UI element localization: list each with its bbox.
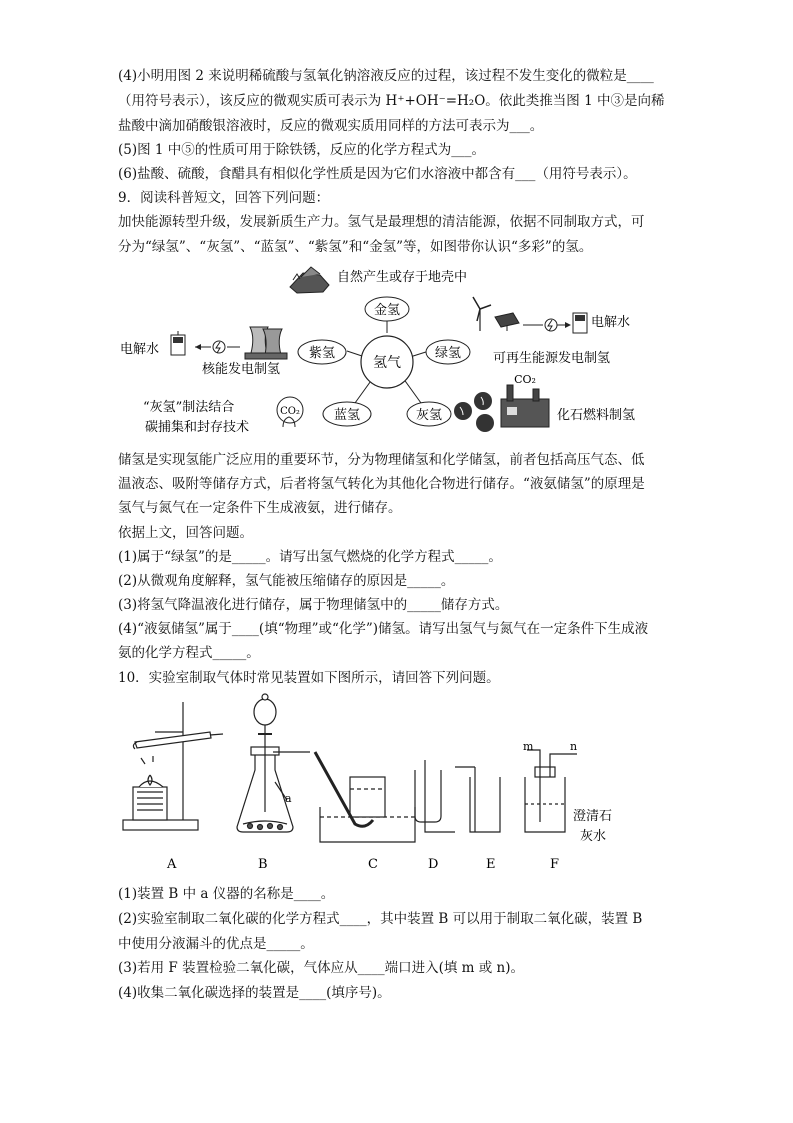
blue-description-line1: “灰氢”制法结合 xyxy=(143,400,235,415)
q8-part4-line1: (4)小明用图 2 来说明稀硫酸与氢氧化钠溶液反应的过程，该过程不发生变化的微粒是____ xyxy=(118,68,654,84)
solar-panel-icon xyxy=(495,313,519,331)
q8-part4-line3: 盐酸中滴加硝酸银溶液时，反应的微观实质用同样的方法可表示为___。 xyxy=(118,118,544,134)
apparatus-label-c: C xyxy=(368,857,378,872)
q9-question4-line2: 氨的化学方程式_____。 xyxy=(118,645,260,661)
q8-part5: (5)图 1 中⑤的性质可用于除铁锈，反应的化学方程式为___。 xyxy=(118,142,486,158)
apparatus-f xyxy=(525,750,577,832)
rocks-icon xyxy=(290,267,329,293)
green-description: 可再生能源发电制氢 xyxy=(493,351,611,366)
electrolysis-device-icon-left xyxy=(171,331,185,355)
apparatus-b xyxy=(237,694,310,832)
q9-question3: (3)将氢气降温液化进行储存，属于物理储氢中的_____储存方式。 xyxy=(118,597,509,613)
q8-part4-line2: （用符号表示），该反应的微观实质可表示为 H⁺+OH⁻=H₂O。依此类推当图 1 中③是向稀 xyxy=(118,93,665,109)
q9-question2: (2)从微观角度解释，氢气能被压缩储存的原因是_____。 xyxy=(118,573,455,589)
gold-hydrogen-label: 金氢 xyxy=(373,303,401,318)
q9-intro-line1: 加快能源转型升级，发展新质生产力。氢气是最理想的清洁能源，依据不同制取方式，可 xyxy=(118,214,645,230)
q10-question4: (4)收集二氧化碳选择的装置是____(填序号)。 xyxy=(118,985,391,1001)
apparatus-label-a: A xyxy=(167,857,177,872)
lightning-icon xyxy=(213,341,225,353)
q10-question2-line1: (2)实验室制取二氧化碳的化学方程式____，其中装置 B 可以用于制取二氧化碳，装置 B xyxy=(118,911,643,927)
purple-hydrogen-label: 紫氢 xyxy=(308,346,336,361)
q10-title: 10．实验室制取气体时常见装置如下图所示，请回答下列问题。 xyxy=(118,670,500,686)
green-hydrogen-label: 绿氢 xyxy=(434,346,462,361)
q10-question2-line2: 中使用分液漏斗的优点是_____。 xyxy=(118,936,314,952)
blue-hydrogen-label: 蓝氢 xyxy=(333,408,361,423)
fossil-fuel-icons xyxy=(454,392,494,432)
q9-title: 9．阅读科普短文，回答下列问题： xyxy=(118,190,330,206)
label-n: n xyxy=(570,740,578,753)
apparatus-label-d: D xyxy=(428,857,439,872)
q10-question3: (3)若用 F 装置检验二氧化碳，气体应从____端口进入(填 m 或 n)。 xyxy=(118,960,524,976)
q9-storage-line3: 氢气与氮气在一定条件下生成液氨，进行储存。 xyxy=(118,500,402,516)
label-m: m xyxy=(523,740,534,753)
factory-icon xyxy=(501,385,549,427)
apparatus-a xyxy=(123,702,223,830)
label-a: a xyxy=(285,792,292,805)
apparatus-e xyxy=(455,767,500,832)
q10-question1: (1)装置 B 中 a 仪器的名称是____。 xyxy=(118,886,335,902)
nuclear-plant-icon xyxy=(245,327,287,359)
lab-apparatus-diagram xyxy=(115,692,635,877)
blue-description-line2: 碳捕集和封存技术 xyxy=(145,420,250,435)
apparatus-c xyxy=(315,752,415,842)
q9-storage-line1: 储氢是实现氢能广泛应用的重要环节，分为物理储氢和化学储氢，前者包括高压气态、低 xyxy=(118,452,645,468)
wind-turbine-icon xyxy=(473,297,491,331)
q9-intro-line2: 分为“绿氢”、“灰氢”、“蓝氢”、“紫氢”和“金氢”等，如图带你认识“多彩”的氢。 xyxy=(118,239,593,255)
purple-description: 核能发电制氢 xyxy=(202,362,281,377)
q9-lead: 依据上文，回答问题。 xyxy=(118,525,253,541)
grey-hydrogen-label: 灰氢 xyxy=(415,408,443,423)
co2-top-label: CO₂ xyxy=(514,373,536,386)
q8-part6: (6)盐酸、硫酸，食醋具有相似化学性质是因为它们水溶液中都含有___（用符号表示）。 xyxy=(118,166,637,182)
hydrogen-colors-diagram xyxy=(115,265,685,443)
apparatus-label-f: F xyxy=(550,857,560,872)
gold-description: 自然产生或存于地壳中 xyxy=(337,270,468,285)
co2-capture-label: CO₂ xyxy=(280,406,300,417)
limewater-label-line2: 灰水 xyxy=(580,829,607,844)
limewater-label-line1: 澄清石 xyxy=(573,809,613,824)
green-side-label: 电解水 xyxy=(591,315,631,330)
apparatus-label-b: B xyxy=(258,857,268,872)
lightning-icon-right xyxy=(545,319,557,331)
grey-description: 化石燃料制氢 xyxy=(557,408,636,423)
q9-storage-line2: 温液态、吸附等储存方式，后者将氢气转化为其他化合物进行储存。“液氨储氢”的原理是 xyxy=(118,476,645,492)
purple-side-label: 电解水 xyxy=(120,342,160,357)
q9-question1: (1)属于“绿氢”的是_____。请写出氢气燃烧的化学方程式_____。 xyxy=(118,549,502,565)
center-label: 氢气 xyxy=(373,355,401,371)
q9-question4-line1: (4)“液氨储氢”属于____(填“物理”或“化学”)储氢。请写出氢气与氮气在一定条件下生成液 xyxy=(118,621,649,637)
apparatus-label-e: E xyxy=(486,857,496,872)
electrolysis-device-icon-right xyxy=(573,313,587,333)
apparatus-d xyxy=(415,760,455,832)
